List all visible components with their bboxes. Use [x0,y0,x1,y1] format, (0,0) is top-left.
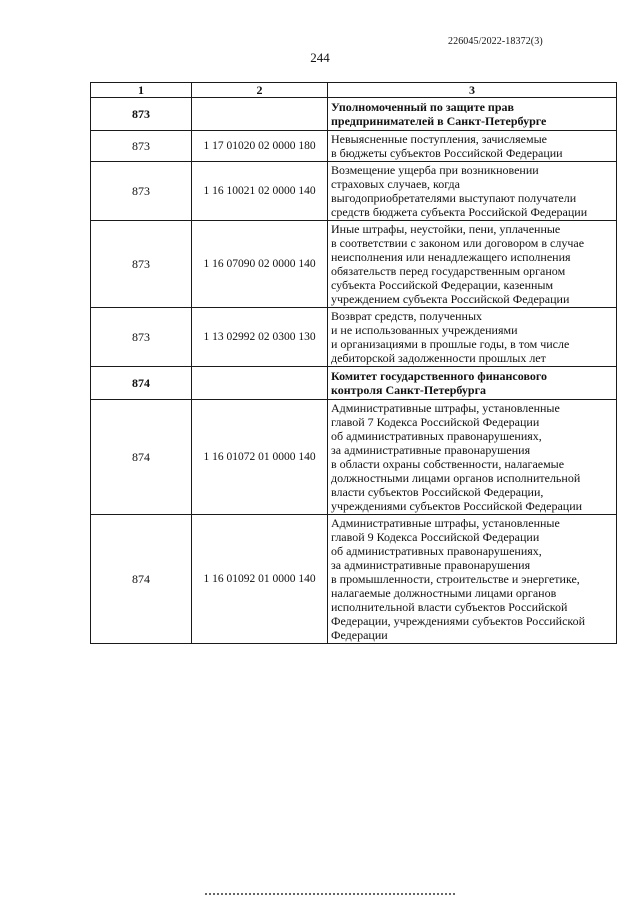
admin-code-cell: 874 [91,515,192,644]
admin-code-cell: 873 [91,221,192,308]
description-line: страховых случаев, когда [331,177,460,191]
table-row [91,162,617,221]
description-line: об административных правонарушениях, [331,429,542,443]
description-line: выгодоприобретателями выступают получатели [331,191,577,205]
description-line: главой 9 Кодекса Российской Федерации [331,530,540,544]
description-line: Комитет государственного финансового [331,369,548,383]
description-line: и не использованных учреждениями [331,323,518,337]
description-line: Возврат средств, полученных [331,309,483,323]
description-cell [328,162,617,221]
description-line: Федерации, учреждениями субъектов Российской [331,614,586,628]
table-row [91,221,617,308]
description-line: налагаемые должностными лицами органов [331,586,557,600]
admin-code-cell: 873 [91,131,192,162]
description-line: за административные правонарушения [331,558,531,572]
description-line: учреждениями субъектов Российской Федерации [331,499,583,513]
description-line: главой 7 Кодекса Российской Федерации [331,415,540,429]
description-line: Невыясненные поступления, зачисляемые [331,132,547,146]
description-line: обязательств перед государственным органом [331,264,566,278]
description-cell [328,221,617,308]
description-line: контроля Санкт-Петербурга [331,383,487,397]
column-header-3: 3 [328,83,617,98]
description-line: Федерации [331,628,388,642]
table-row [91,131,617,162]
description-line: неисполнения или ненадлежащего исполнения [331,250,571,264]
description-line: должностными лицами органов исполнительной [331,471,581,485]
description-line: в промышленности, строительстве и энергетике, [331,572,580,586]
description-line: учреждением субъекта Российской Федерации [331,292,570,306]
table-header-row [91,83,617,98]
admin-code-cell: 873 [91,308,192,367]
table-row-organization-heading [91,367,617,400]
description-line: Административные штрафы, установленные [331,401,560,415]
budget-classification-code-cell: 1 16 10021 02 0000 140 [192,162,328,221]
footer-scan-marks [205,893,455,899]
admin-code-cell: 874 [91,400,192,515]
page-number: 244 [310,50,330,65]
admin-code-cell: 873 [91,98,192,131]
table-row [91,308,617,367]
description-line: дебиторской задолженности прошлых лет [331,351,546,365]
budget-classification-code-cell: 1 13 02992 02 0300 130 [192,308,328,367]
admin-code-cell: 874 [91,367,192,400]
column-header-1: 1 [91,83,192,98]
description-cell [328,400,617,515]
description-cell [328,308,617,367]
description-line: предпринимателей в Санкт-Петербурге [331,114,547,128]
description-cell [328,131,617,162]
budget-classification-code-cell: 1 17 01020 02 0000 180 [192,131,328,162]
budget-classification-code-cell [192,98,328,131]
description-line: за административные правонарушения [331,443,531,457]
budget-classification-code-cell: 1 16 01092 01 0000 140 [192,515,328,644]
table-row-organization-heading [91,98,617,131]
description-line: и организациями в прошлые годы, в том числе [331,337,570,351]
description-line: в соответствии с законом или договором в случае [331,236,585,250]
description-cell [328,367,617,400]
description-cell [328,98,617,131]
description-line: Возмещение ущерба при возникновении [331,163,539,177]
description-line: Уполномоченный по защите прав [331,100,514,114]
table-body [91,98,617,644]
admin-code-cell: 873 [91,162,192,221]
description-line: в области охраны собственности, налагаемые [331,457,565,471]
budget-classification-code-cell: 1 16 07090 02 0000 140 [192,221,328,308]
document-registration-number: 226045/2022-18372(3) [448,36,543,47]
description-line: власти субъектов Российской Федерации, [331,485,544,499]
description-line: субъекта Российской Федерации, казенным [331,278,554,292]
description-line: в бюджеты субъектов Российской Федерации [331,146,563,160]
description-line: Административные штрафы, установленные [331,516,560,530]
table-row [91,400,617,515]
table-row [91,515,617,644]
budget-classification-code-cell [192,367,328,400]
description-cell [328,515,617,644]
revenue-codes-table [90,82,617,644]
budget-classification-code-cell: 1 16 01072 01 0000 140 [192,400,328,515]
description-line: Иные штрафы, неустойки, пени, уплаченные [331,222,561,236]
description-line: средств бюджета субъекта Российской Федерации [331,205,588,219]
column-header-2: 2 [192,83,328,98]
description-line: об административных правонарушениях, [331,544,542,558]
description-line: исполнительной власти субъектов Российской [331,600,568,614]
